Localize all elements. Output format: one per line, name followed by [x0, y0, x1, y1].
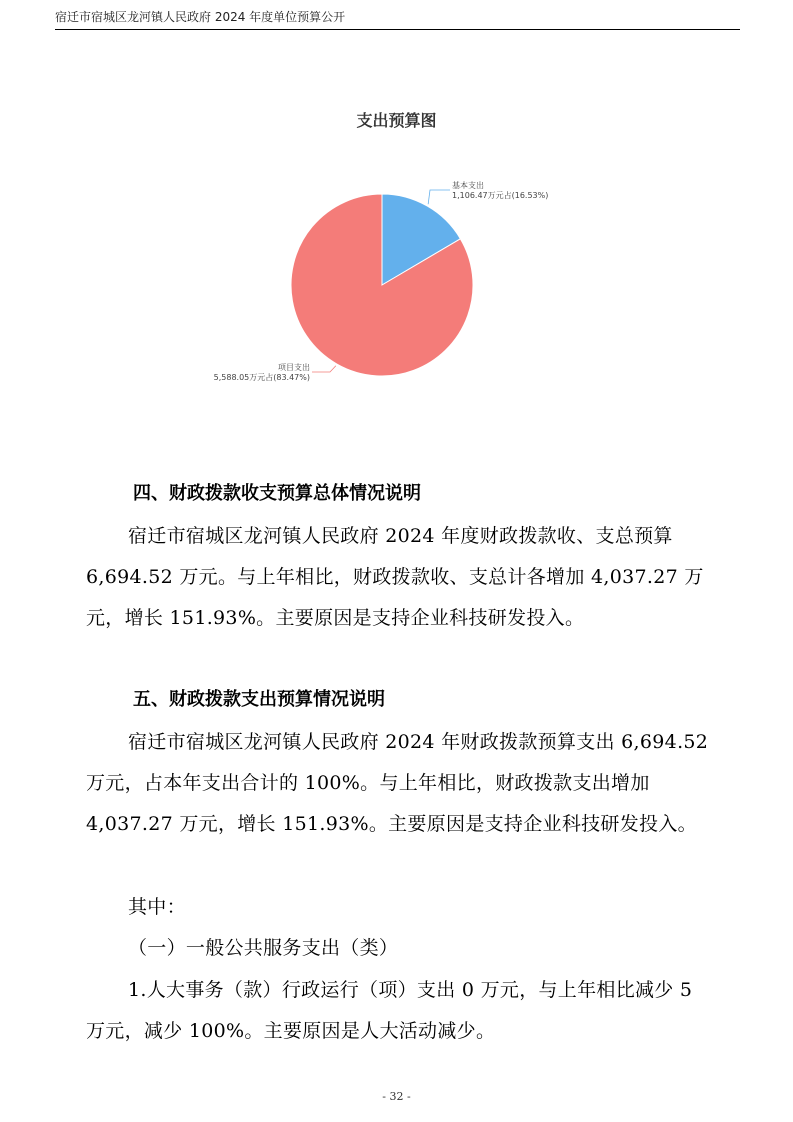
- among-label: 其中：: [128, 896, 186, 918]
- slice-name-label-2: 项目支出: [278, 363, 310, 372]
- pie-chart: [0, 0, 793, 460]
- leader-line-2: [312, 366, 336, 372]
- chart-title: 支出预算图: [356, 111, 437, 130]
- item-1-paragraph: 1.人大事务（款）行政运行（项）支出 0 万元，与上年相比减少 5 万元，减少 100%。主要原因是人大活动减少。: [86, 979, 693, 1042]
- section-5-paragraph: 宿迁市宿城区龙河镇人民政府 2024 年财政拨款预算支出 6,694.52 万元，占本年支出合计的 100%。与上年相比，财政拨款支出增加 4,037.27 万元，增长 151.93%。主要原因是支持企业科技研发投入。: [86, 731, 709, 835]
- section-heading-4: 四、财政拨款收支预算总体情况说明: [133, 483, 421, 504]
- slice-value-label-2: 5,588.05万元占(83.47%): [213, 373, 310, 382]
- slice-value-label-1: 1,106.47万元占(16.53%): [452, 191, 549, 200]
- slice-name-label-1: 基本支出: [452, 181, 484, 190]
- page-number: - 32 -: [382, 1090, 411, 1103]
- section-heading-5: 五、财政拨款支出预算情况说明: [133, 689, 385, 710]
- leader-line-1: [428, 190, 450, 204]
- section-4-paragraph: 宿迁市宿城区龙河镇人民政府 2024 年度财政拨款收、支总预算 6,694.52 万元。与上年相比，财政拨款收、支总计各增加 4,037.27 万元，增长 151.93%。主要原因是支持企业科技研发投入。: [86, 525, 704, 629]
- header-title: 宿迁市宿城区龙河镇人民政府 2024 年度单位预算公开: [55, 10, 346, 24]
- category-heading: （一）一般公共服务支出（类）: [128, 937, 399, 959]
